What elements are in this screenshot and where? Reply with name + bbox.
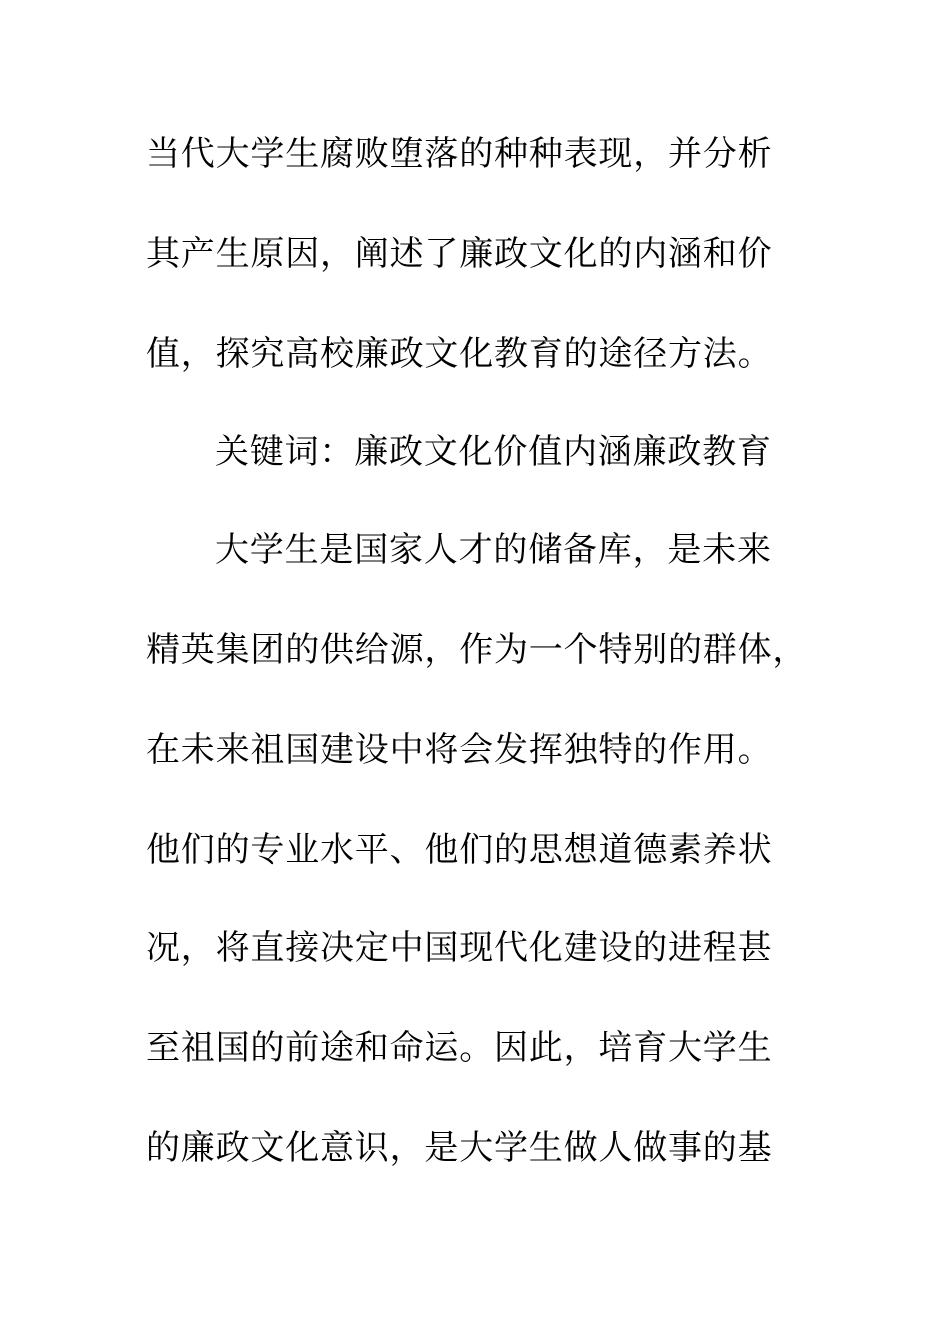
keywords-line: 关键词：廉政文化价值内涵廉政教育 [215,432,772,472]
text-line-1: 当代大学生腐败堕落的种种表现，并分析 [146,134,773,174]
text-line-6: 精英集团的供给源，作为一个特别的群体， [146,630,808,670]
paragraph-start-line: 大学生是国家人才的储备库，是未来 [215,530,772,570]
text-line-11: 的廉政文化意识，是大学生做人做事的基 [146,1128,773,1168]
text-line-10: 至祖国的前途和命运。因此，培育大学生 [146,1028,773,1068]
text-line-3: 值，探究高校廉政文化教育的途径方法。 [146,334,773,374]
text-line-9: 况，将直接决定中国现代化建设的进程甚 [146,928,773,968]
text-line-2: 其产生原因，阐述了廉政文化的内涵和价 [146,234,773,274]
text-line-8: 他们的专业水平、他们的思想道德素养状 [146,830,773,870]
text-line-7: 在未来祖国建设中将会发挥独特的作用。 [146,730,773,770]
